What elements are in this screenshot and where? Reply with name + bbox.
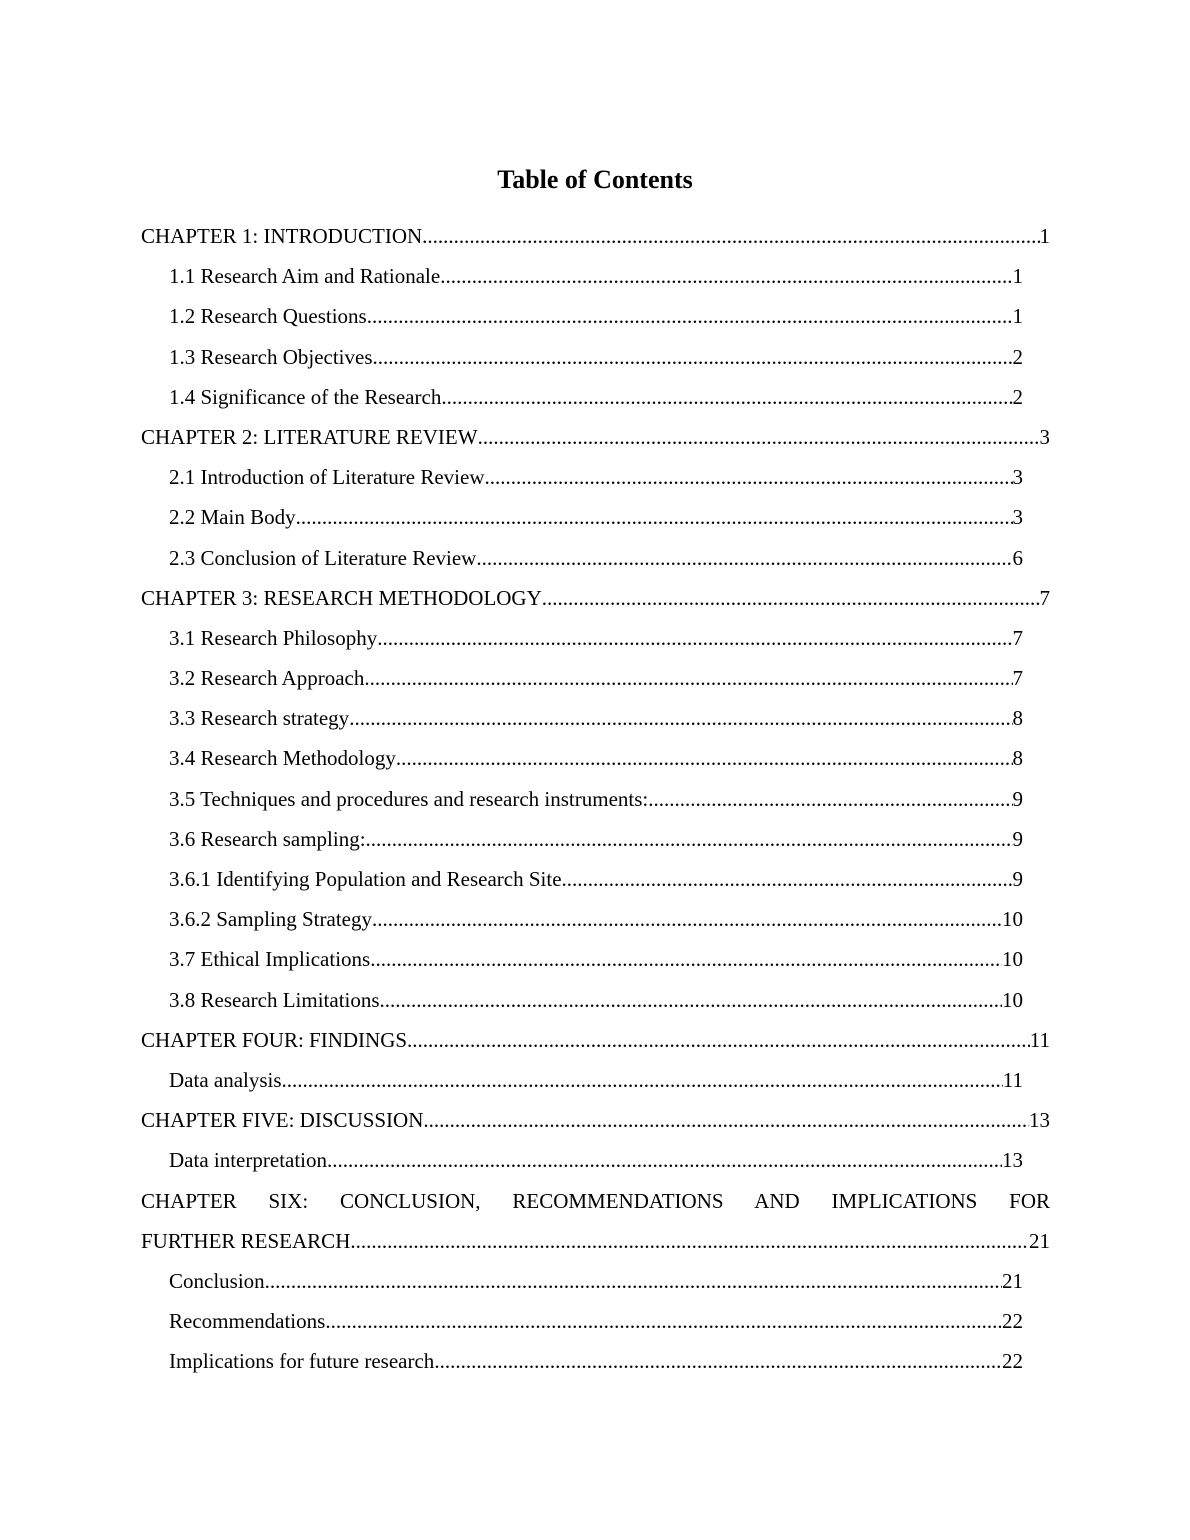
toc-entry-2-2[interactable] [169,497,1023,537]
toc-entry-label: 3.4 Research Methodology [169,746,396,771]
toc-entry-recommendations[interactable] [169,1301,1023,1341]
toc-entry-3-1[interactable] [169,618,1023,658]
toc-entry-label: 3.8 Research Limitations [169,987,380,1012]
dot-leader [282,1060,1003,1100]
dot-leader [434,1341,1002,1381]
toc-entry-page: 1 [1039,224,1050,248]
toc-entry-label: 3.6.2 Sampling Strategy [169,907,372,932]
toc-entry-label: Data interpretation [169,1148,328,1173]
toc-entry-conclusion[interactable] [169,1261,1023,1301]
toc-entry-chapter-4[interactable] [141,1020,1050,1060]
toc-entry-page: 2 [1012,344,1023,369]
dot-leader [373,337,1013,377]
toc-entry-label: CHAPTER 3: RESEARCH METHODOLOGY [141,585,542,610]
toc-entry-1-1[interactable] [169,256,1023,296]
toc-title: Table of Contents [497,165,693,194]
toc-entry-chapter-6[interactable] [141,1181,1050,1261]
toc-entry-page: 8 [1012,746,1023,771]
dot-leader [407,1020,1030,1060]
toc-entry-page: 10 [1002,987,1023,1012]
dot-leader [265,1261,1002,1301]
dot-leader [370,939,1002,979]
toc-entry-label: 1.2 Research Questions [169,304,367,329]
toc-entry-chapter-5[interactable] [141,1100,1050,1140]
dot-leader [325,1301,1002,1341]
toc-entry-label: 1.1 Research Aim and Rationale [169,264,441,289]
dot-leader [377,618,1012,658]
toc-entry-label: 3.7 Ethical Implications [169,947,371,972]
toc-entry-page: 7 [1012,666,1023,691]
toc-entry-label: CHAPTER FOUR: FINDINGS [141,1027,408,1052]
toc-entry-chapter-1[interactable] [141,216,1050,256]
toc-entry-page: 9 [1012,786,1023,811]
toc-entry-page: 11 [1002,1067,1023,1092]
toc-entry-page: 11 [1029,1027,1050,1052]
dot-leader [440,256,1012,296]
dot-leader [562,859,1013,899]
toc-entry-3-4[interactable] [169,738,1023,778]
toc-entry-page: 7 [1039,585,1050,610]
toc-entry-label: 2.3 Conclusion of Literature Review [169,545,477,570]
dot-leader [441,377,1012,417]
toc-entry-page: 3 [1012,505,1023,530]
toc-entry-3-8[interactable] [169,980,1023,1020]
toc-entry-page: 1 [1012,264,1023,289]
dot-leader [542,578,1040,618]
toc-entry-chapter-2[interactable] [141,417,1050,457]
toc-entry-3-6-2[interactable] [169,899,1023,939]
toc-entry-page: 8 [1012,706,1023,731]
toc-entry-page: 21 [1002,1268,1023,1293]
dot-leader [372,899,1002,939]
toc-entry-page: 3 [1039,424,1050,449]
toc-entry-data-interpretation[interactable] [169,1140,1023,1180]
toc-entry-page: 22 [1002,1309,1023,1334]
dot-leader [396,738,1013,778]
dot-leader [327,1140,1002,1180]
dot-leader [423,1100,1029,1140]
dot-leader [478,417,1040,457]
toc-entry-label: 2.1 Introduction of Literature Review [169,465,485,490]
toc-entry-1-3[interactable] [169,337,1023,377]
toc-entry-label: Data analysis [169,1067,282,1092]
toc-entry-2-1[interactable] [169,457,1023,497]
toc-entry-3-6[interactable] [169,819,1023,859]
dot-leader [364,658,1012,698]
dot-leader [366,819,1013,859]
dot-leader [349,698,1012,738]
toc-entry-label: Conclusion [169,1268,265,1293]
toc-entry-label: 3.3 Research strategy [169,706,350,731]
toc-entry-page: 21 [1029,1228,1050,1253]
toc-entry-label: 3.2 Research Approach [169,666,365,691]
toc-entry-label: CHAPTER FIVE: DISCUSSION [141,1108,424,1133]
toc-entry-page: 13 [1029,1108,1050,1133]
toc-list [0,216,1190,1381]
toc-entry-3-6-1[interactable] [169,859,1023,899]
toc-entry-page: 1 [1012,304,1023,329]
toc-entry-label-line-2: FURTHER RESEARCH [141,1228,351,1253]
toc-entry-label-line-1: CHAPTER SIX: CONCLUSION, RECOMMENDATIONS AND IMPLICATIONS FOR [141,1188,1050,1213]
dot-leader [380,980,1002,1020]
toc-entry-label: CHAPTER 2: LITERATURE REVIEW [141,424,478,449]
toc-entry-3-5[interactable] [169,779,1023,819]
toc-entry-1-4[interactable] [169,377,1023,417]
toc-entry-label: Implications for future research [169,1349,435,1374]
toc-entry-label: 3.6.1 Identifying Population and Research Site [169,867,562,891]
toc-entry-page: 3 [1012,465,1023,490]
toc-entry-3-3[interactable] [169,698,1023,738]
toc-entry-implications[interactable] [169,1341,1023,1381]
toc-entry-chapter-3[interactable] [141,578,1050,618]
toc-entry-page: 9 [1012,826,1023,851]
toc-entry-3-2[interactable] [169,658,1023,698]
dot-leader [484,457,1012,497]
toc-entry-label: 1.4 Significance of the Research [169,384,442,409]
toc-entry-page: 10 [1002,947,1023,972]
toc-entry-page: 10 [1002,907,1023,932]
toc-entry-label: 3.5 Techniques and procedures and research instruments: [169,786,649,811]
toc-entry-label: CHAPTER 1: INTRODUCTION [141,224,423,248]
dot-leader [367,296,1013,336]
toc-entry-label: 1.3 Research Objectives [169,344,373,369]
toc-entry-label: Recommendations [169,1309,326,1334]
dot-leader [422,216,1039,256]
toc-entry-page: 13 [1002,1148,1023,1173]
toc-entry-3-7[interactable] [169,939,1023,979]
toc-entry-page: 9 [1012,867,1023,891]
toc-entry-page: 6 [1012,545,1023,570]
toc-entry-data-analysis[interactable] [169,1060,1023,1100]
dot-leader [648,779,1012,819]
dot-leader [476,538,1012,578]
toc-entry-page: 2 [1012,384,1023,409]
dot-leader [296,497,1013,537]
toc-entry-label: 3.6 Research sampling: [169,826,366,851]
toc-entry-label: 2.2 Main Body [169,505,296,530]
toc-entry-label: 3.1 Research Philosophy [169,625,378,650]
toc-entry-1-2[interactable] [169,296,1023,336]
toc-entry-page: 22 [1002,1349,1023,1374]
toc-entry-2-3[interactable] [169,538,1023,578]
toc-entry-page: 7 [1012,625,1023,650]
dot-leader [350,1221,1029,1261]
